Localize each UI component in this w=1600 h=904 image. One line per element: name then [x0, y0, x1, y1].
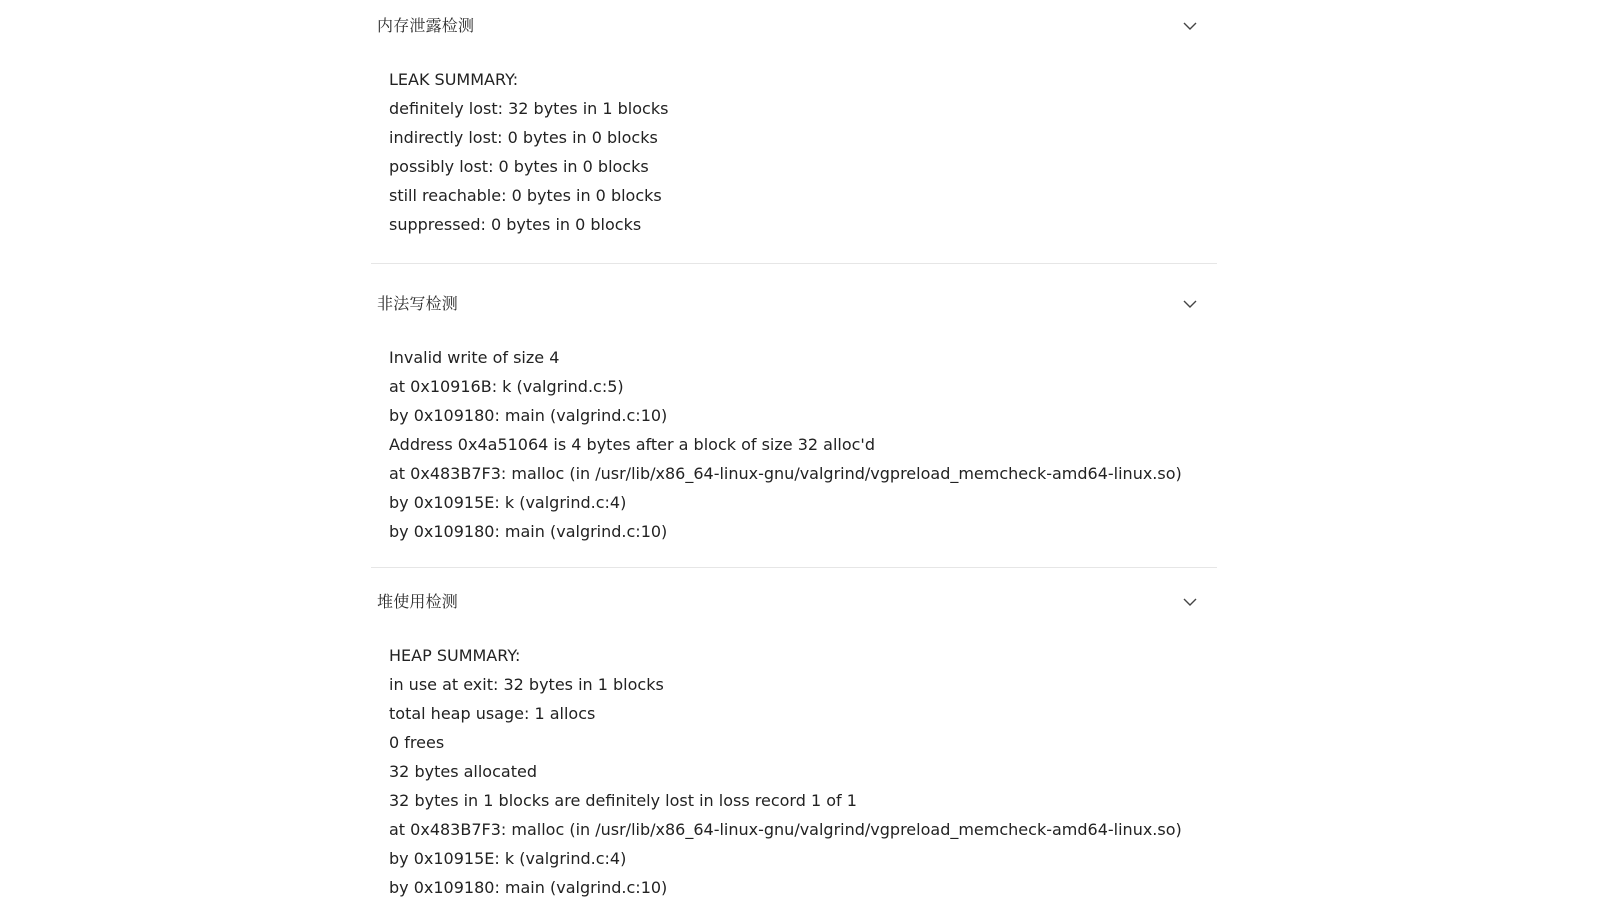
log-line: at 0x483B7F3: malloc (in /usr/lib/x86_64-linux-gnu/valgrind/vgpreload_memcheck-amd64-linux.so): [389, 464, 1182, 483]
panel-body: [389, 65, 668, 239]
panel-title: 堆使用检测: [377, 592, 459, 611]
log-line: possibly lost: 0 bytes in 0 blocks: [389, 157, 649, 176]
log-line: by 0x10915E: k (valgrind.c:4): [389, 493, 627, 512]
section-divider: [371, 263, 1217, 264]
panel-title: 内存泄露检测: [377, 16, 475, 35]
log-line: total heap usage: 1 allocs: [389, 704, 596, 723]
log-line: Invalid write of size 4: [389, 348, 560, 367]
panel-invalid-write: [371, 288, 1216, 541]
panel-header-invalid-write[interactable]: [371, 288, 1216, 318]
log-line: indirectly lost: 0 bytes in 0 blocks: [389, 128, 658, 147]
log-line: in use at exit: 32 bytes in 1 blocks: [389, 675, 664, 694]
panel-header-memory-leak[interactable]: [371, 10, 1216, 40]
log-line: by 0x10915E: k (valgrind.c:4): [389, 849, 627, 868]
panel-header-heap-usage[interactable]: [371, 586, 1216, 616]
panel-title: 非法写检测: [377, 294, 459, 313]
log-line: at 0x10916B: k (valgrind.c:5): [389, 377, 624, 396]
log-line: 32 bytes allocated: [389, 762, 537, 781]
panel-memory-leak: [371, 10, 1216, 234]
log-line: definitely lost: 32 bytes in 1 blocks: [389, 99, 669, 118]
log-line: 32 bytes in 1 blocks are definitely lost in loss record 1 of 1: [389, 791, 857, 810]
log-line: 0 frees: [389, 733, 445, 752]
panel-body: [389, 343, 1182, 546]
log-line: HEAP SUMMARY:: [389, 646, 521, 665]
section-divider: [371, 567, 1217, 568]
log-line: by 0x109180: main (valgrind.c:10): [389, 406, 668, 425]
log-line: by 0x109180: main (valgrind.c:10): [389, 522, 668, 541]
chevron-down-icon[interactable]: [1182, 18, 1198, 34]
log-line: suppressed: 0 bytes in 0 blocks: [389, 215, 642, 234]
panel-body: [389, 641, 1182, 902]
log-line: still reachable: 0 bytes in 0 blocks: [389, 186, 662, 205]
log-line: by 0x109180: main (valgrind.c:10): [389, 878, 668, 897]
chevron-down-icon[interactable]: [1182, 296, 1198, 312]
log-line: Address 0x4a51064 is 4 bytes after a block of size 32 alloc'd: [389, 435, 875, 454]
log-line: LEAK SUMMARY:: [389, 70, 519, 89]
panel-heap-usage: [371, 586, 1216, 897]
chevron-down-icon[interactable]: [1182, 594, 1198, 610]
log-line: at 0x483B7F3: malloc (in /usr/lib/x86_64-linux-gnu/valgrind/vgpreload_memcheck-amd64-linux.so): [389, 820, 1182, 839]
